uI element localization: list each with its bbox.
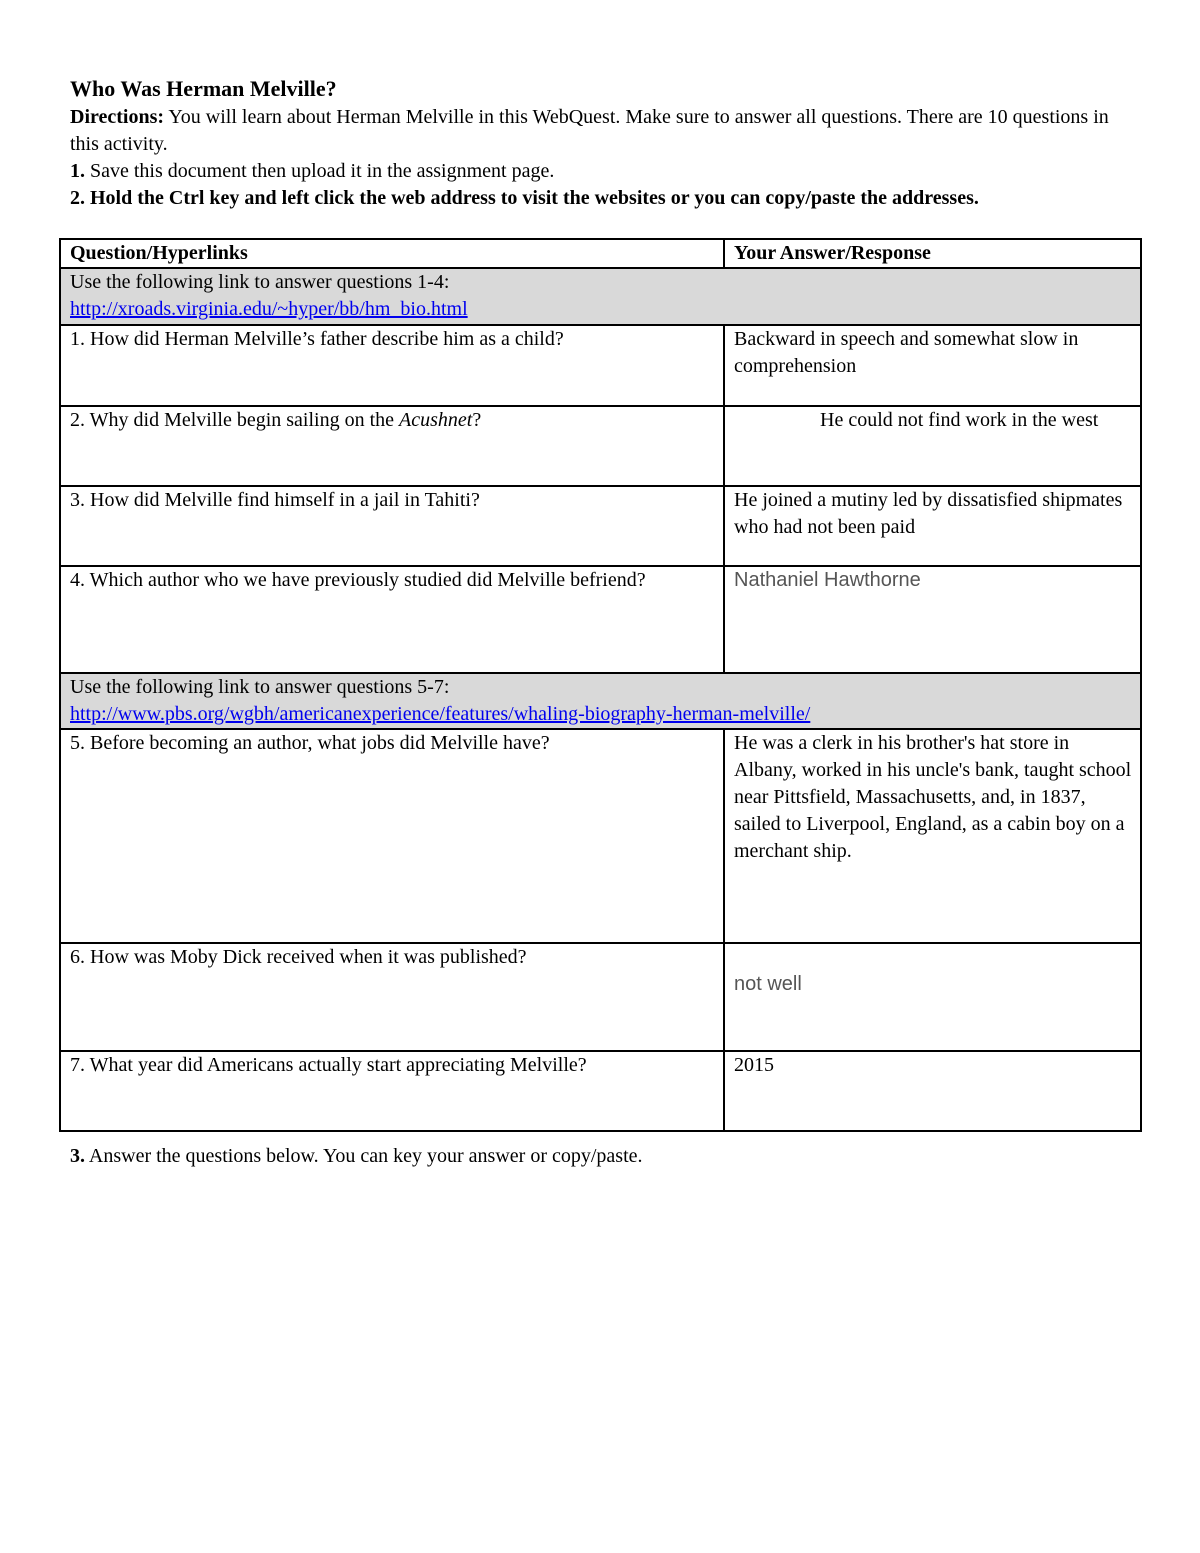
- section-1-cell: [60, 268, 1141, 325]
- directions-text: You will learn about Herman Melville in this WebQuest. Make sure to answer all questions. There are 10 questions in this activity.: [70, 106, 1109, 155]
- table-row: [60, 566, 1141, 673]
- table-header-row: [60, 239, 1141, 268]
- question-3: 3. How did Melville find himself in a jail in Tahiti?: [60, 486, 724, 566]
- table-row: [60, 406, 1141, 486]
- section-2-link[interactable]: http://www.pbs.org/wgbh/americanexperience/features/whaling-biography-herman-melville/: [70, 703, 811, 725]
- answer-6-cell[interactable]: [724, 943, 1141, 1051]
- directions-block: [70, 104, 1140, 212]
- directions-paragraph: [70, 104, 1140, 158]
- step-2-number: 2.: [70, 187, 85, 209]
- question-5: 5. Before becoming an author, what jobs did Melville have?: [60, 729, 724, 943]
- section-1-link[interactable]: http://xroads.virginia.edu/~hyper/bb/hm_bio.html: [70, 298, 468, 320]
- question-1: 1. How did Herman Melville’s father describe him as a child?: [60, 325, 724, 406]
- step-3-text: Answer the questions below. You can key your answer or copy/paste.: [88, 1145, 643, 1167]
- answer-3[interactable]: He joined a mutiny led by dissatisfied shipmates who had not been paid: [724, 486, 1141, 566]
- answer-6: not well: [734, 973, 802, 995]
- question-4: 4. Which author who we have previously studied did Melville befriend?: [60, 566, 724, 673]
- answer-2: He could not find work in the west: [820, 409, 1099, 431]
- question-6: 6. How was Moby Dick received when it was published?: [60, 943, 724, 1051]
- section-2-row: [60, 673, 1141, 729]
- step-3: [70, 1143, 643, 1170]
- question-table: [59, 238, 1142, 1132]
- section-2-instruction: Use the following link to answer questions 5-7:: [70, 676, 450, 698]
- answer-2-cell[interactable]: [724, 406, 1141, 486]
- question-2-pre: 2. Why did Melville begin sailing on the: [70, 409, 400, 431]
- step-2-text: Hold the Ctrl key and left click the web address to visit the websites or you can copy/paste the addresses.: [90, 187, 979, 209]
- page-title: Who Was Herman Melville?: [70, 76, 337, 101]
- table-row: [60, 943, 1141, 1051]
- step-3-number: 3.: [70, 1145, 85, 1167]
- question-2-ship-name: Acushnet: [399, 409, 473, 431]
- header-question: Question/Hyperlinks: [60, 239, 724, 268]
- table-row: [60, 1051, 1141, 1131]
- question-2: [60, 406, 724, 486]
- step-1-number: 1.: [70, 160, 85, 182]
- answer-1[interactable]: Backward in speech and somewhat slow in comprehension: [724, 325, 1141, 406]
- section-1-instruction: Use the following link to answer questions 1-4:: [70, 271, 450, 293]
- question-7: 7. What year did Americans actually start appreciating Melville?: [60, 1051, 724, 1131]
- header-answer: Your Answer/Response: [724, 239, 1141, 268]
- directions-label: Directions:: [70, 106, 165, 128]
- answer-5[interactable]: He was a clerk in his brother's hat store in Albany, worked in his uncle's bank, taught school near Pittsfield, Massachusetts, and, in 1837, sailed to Liverpool, England, as a cabin boy on a merchant ship.: [724, 729, 1141, 943]
- answer-7[interactable]: 2015: [724, 1051, 1141, 1131]
- question-2-post: ?: [472, 409, 482, 431]
- step-1-text: Save this document then upload it in the assignment page.: [90, 160, 555, 182]
- step-2: [70, 185, 1140, 212]
- table-row: [60, 729, 1141, 943]
- section-1-row: [60, 268, 1141, 325]
- section-2-cell: [60, 673, 1141, 729]
- step-1: [70, 158, 1140, 185]
- answer-4[interactable]: Nathaniel Hawthorne: [724, 566, 1141, 673]
- table-row: [60, 486, 1141, 566]
- table-row: [60, 325, 1141, 406]
